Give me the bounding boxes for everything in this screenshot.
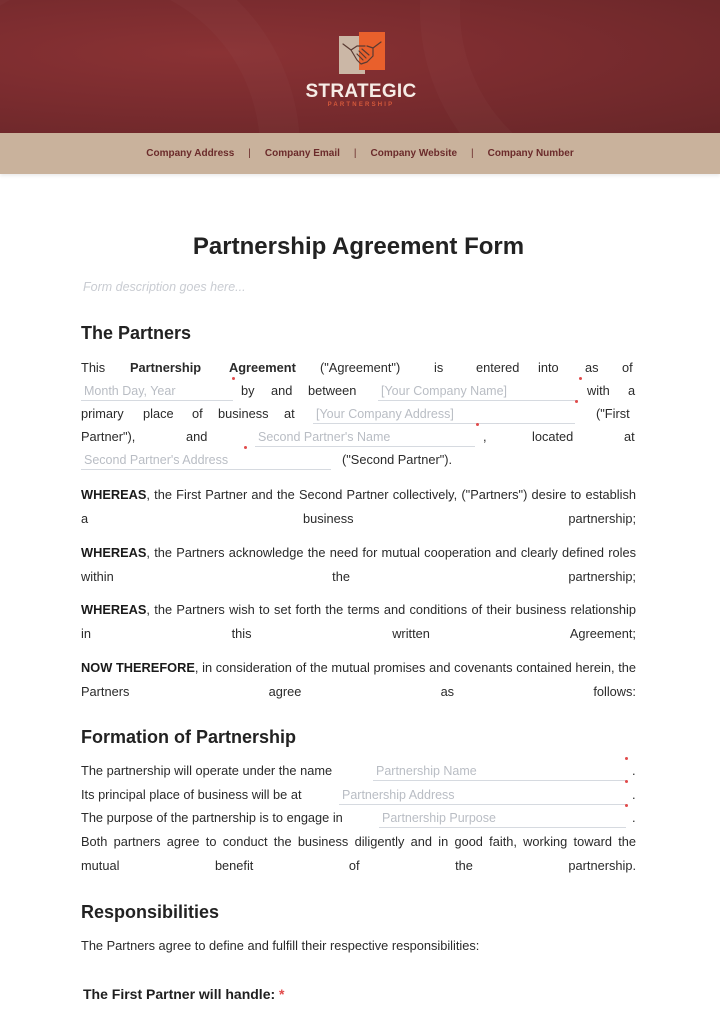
text: ,	[483, 429, 487, 444]
text: .	[632, 787, 636, 802]
company-email: Company Email	[264, 148, 340, 159]
text: and	[186, 429, 208, 444]
first-partner-responsibilities-field[interactable]	[81, 1012, 636, 1019]
separator: |	[248, 148, 251, 159]
partnership-name-field[interactable]: Partnership Name	[373, 762, 626, 781]
contact-band	[0, 133, 720, 174]
text: Partner"),	[81, 429, 136, 444]
document-header	[0, 0, 720, 133]
text: as	[585, 360, 599, 375]
separator: |	[353, 148, 357, 159]
recital-1	[81, 483, 636, 530]
section-heading-formation: Formation of Partnership	[81, 727, 297, 747]
form-title: Partnership Agreement Form	[192, 233, 525, 260]
text: place	[143, 406, 174, 421]
text-bold: WHEREAS	[81, 487, 147, 502]
formation-name-line	[81, 760, 636, 783]
text: with	[587, 383, 610, 398]
text-bold: Agreement	[229, 360, 296, 375]
text: .	[632, 810, 636, 825]
text: ("Second Partner").	[342, 452, 453, 467]
partners-line-4	[81, 426, 636, 449]
text: ("First	[596, 406, 630, 421]
responsibilities-intro: The Partners agree to define and fulfill their respective responsibilities:	[81, 938, 480, 953]
partners-line-3	[81, 403, 636, 426]
company-address: Company Address	[146, 148, 235, 159]
decorative-arc	[0, 0, 300, 133]
form-description[interactable]: Form description goes here...	[83, 280, 246, 294]
brand-title: STRATEGIC	[305, 81, 417, 102]
agreement-date-field[interactable]: Month Day, Year	[81, 382, 233, 401]
first-partner-label	[83, 986, 285, 1002]
second-partner-name-field[interactable]: Second Partner's Name	[255, 428, 475, 447]
brand-subtitle: PARTNERSHIP	[327, 102, 395, 108]
recital-3	[81, 598, 636, 645]
formation-closing: Both partners agree to conduct the business diligently and in good faith, working toward the mutual benefit of the partnership.	[81, 834, 636, 873]
logo-mark	[339, 32, 385, 76]
company-address-field[interactable]: [Your Company Address]	[313, 405, 575, 424]
formation-purpose-line	[81, 807, 636, 830]
recital-2	[81, 541, 636, 588]
text: , the First Partner and the Second Partner collectively, ("Partners") desire to establish a business partnership;	[81, 487, 636, 526]
text: and	[271, 383, 293, 398]
text: between	[308, 383, 357, 398]
partners-line-1	[81, 357, 636, 380]
text: The partnership will operate under the name	[81, 763, 333, 778]
text-bold: WHEREAS	[81, 545, 147, 560]
partnership-address-field[interactable]: Partnership Address	[339, 786, 626, 805]
company-logo	[303, 32, 419, 112]
text: This	[81, 360, 106, 375]
required-indicator	[625, 780, 628, 783]
company-website: Company Website	[370, 148, 457, 159]
text-bold: WHEREAS	[81, 602, 147, 617]
text: , the Partners wish to set forth the terms and conditions of their business relationship in this written Agreement;	[81, 602, 636, 641]
text: The purpose of the partnership is to engage in	[81, 810, 343, 825]
formation-address-line	[81, 784, 636, 807]
text-bold: NOW THEREFORE	[81, 660, 195, 675]
partners-line-2	[81, 380, 636, 403]
separator: |	[471, 148, 474, 159]
text: at	[624, 429, 635, 444]
second-partner-address-field[interactable]: Second Partner's Address	[81, 451, 331, 470]
text: of	[622, 360, 633, 375]
text: located	[532, 429, 574, 444]
text: The First Partner will handle:	[83, 986, 276, 1002]
partners-line-5	[81, 449, 636, 472]
text: at	[284, 406, 295, 421]
text-bold: Partnership	[130, 360, 202, 375]
text: by	[241, 383, 255, 398]
text: .	[632, 763, 636, 778]
text: into	[538, 360, 559, 375]
text: ("Agreement")	[320, 360, 401, 375]
company-number: Company Number	[487, 148, 574, 159]
section-heading-responsibilities: Responsibilities	[81, 902, 220, 922]
text: is	[434, 360, 444, 375]
required-indicator: *	[279, 986, 285, 1002]
text: entered	[476, 360, 520, 375]
recital-4	[81, 656, 636, 703]
text: Its principal place of business will be at	[81, 787, 302, 802]
text: business	[218, 406, 269, 421]
text: , the Partners acknowledge the need for mutual cooperation and clearly defined roles within the partnership;	[81, 545, 636, 584]
text: primary	[81, 406, 124, 421]
partnership-purpose-field[interactable]: Partnership Purpose	[379, 809, 626, 828]
company-name-field[interactable]: [Your Company Name]	[378, 382, 578, 401]
handshake-icon	[339, 32, 385, 76]
decorative-arc	[420, 0, 720, 133]
section-heading-partners: The Partners	[81, 323, 192, 343]
text: a	[628, 383, 636, 398]
text: , in consideration of the mutual promises and covenants contained herein, the Partners agree as follows:	[81, 660, 636, 699]
text: of	[192, 406, 203, 421]
